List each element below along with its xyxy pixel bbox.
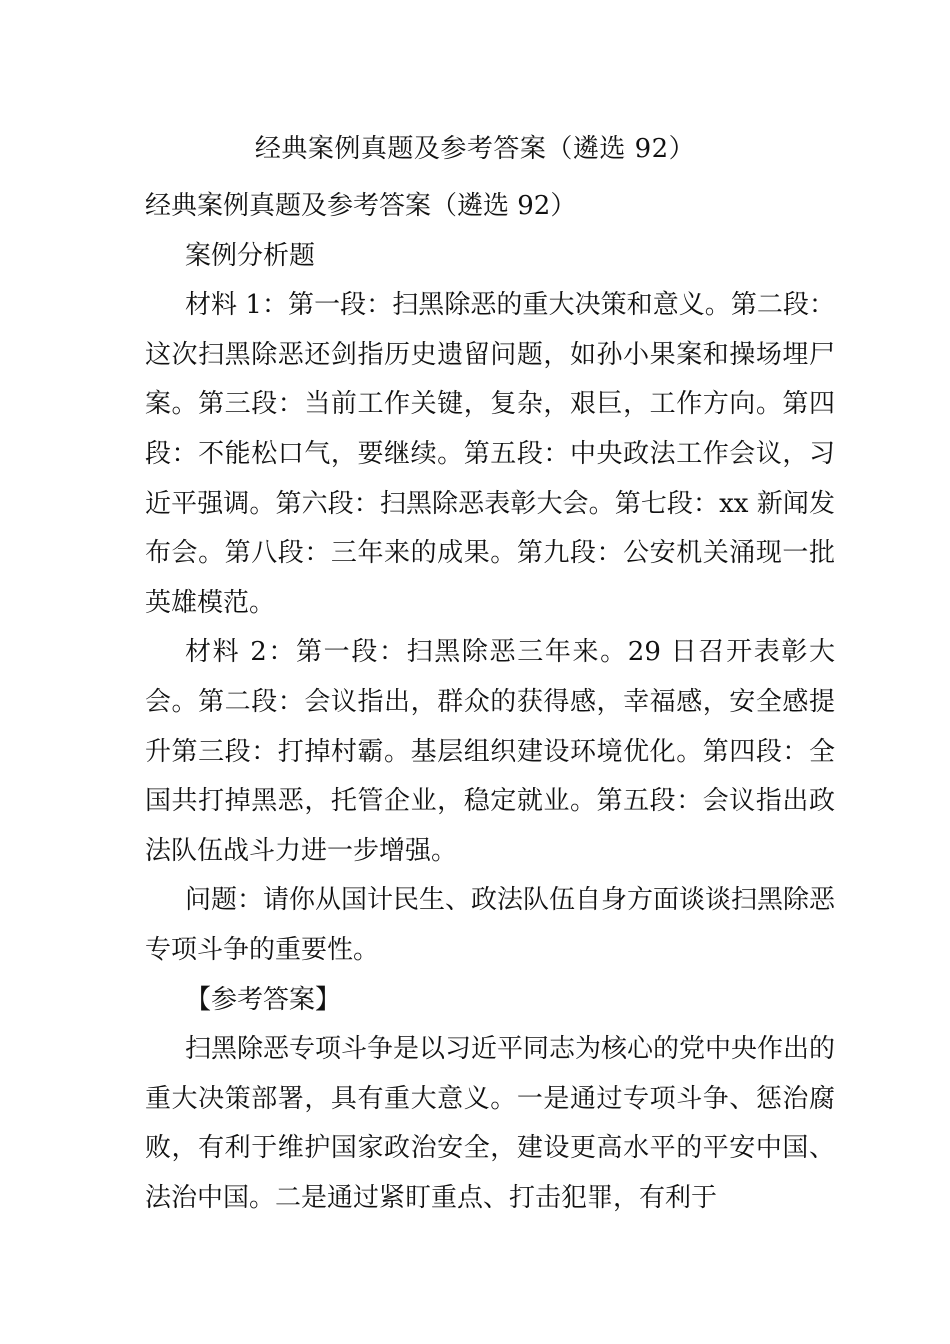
subtitle-paragraph: 经典案例真题及参考答案（遴选 92）	[145, 191, 577, 221]
answer-heading: 【参考答案】	[185, 984, 342, 1015]
document-title: 经典案例真题及参考答案（遴选 92）	[254, 134, 696, 164]
document-body	[145, 182, 835, 1223]
question-paragraph: 问题：请你从国计民生、政法队伍自身方面谈谈扫黑除恶专项斗争的重要性。	[145, 885, 836, 965]
material-1-paragraph: 材料 1：第一段：扫黑除恶的重大决策和意义。第二段：这次扫黑除恶还剑指历史遗留问题，如孙小果案和操场埋尸案。第三段：当前工作关键，复杂，艰巨，工作方向。第四段：不能松口气，要继续。第五段：中央政法工作会议，习近平强调。第六段：扫黑除恶表彰大会。第七段：xx 新闻发布会。第八段：三年来的成果。第九段：公安机关涌现一批英雄模范。	[145, 290, 835, 618]
material-2-paragraph: 材料 2：第一段：扫黑除恶三年来。29 日召开表彰大会。第二段：会议指出，群众的获得感，幸福感，安全感提升第三段：打掉村霸。基层组织建设环境优化。第四段：全国共打掉黑恶，托管企业，稳定就业。第五段：会议指出政法队伍战斗力进一步增强。	[145, 637, 835, 866]
section-heading: 案例分析题	[185, 240, 316, 271]
answer-paragraph: 扫黑除恶专项斗争是以习近平同志为核心的党中央作出的重大决策部署，具有重大意义。一是通过专项斗争、惩治腐败，有利于维护国家政治安全，建设更高水平的平安中国、法治中国。二是通过紧盯重点、打击犯罪，有利于	[145, 1034, 836, 1213]
